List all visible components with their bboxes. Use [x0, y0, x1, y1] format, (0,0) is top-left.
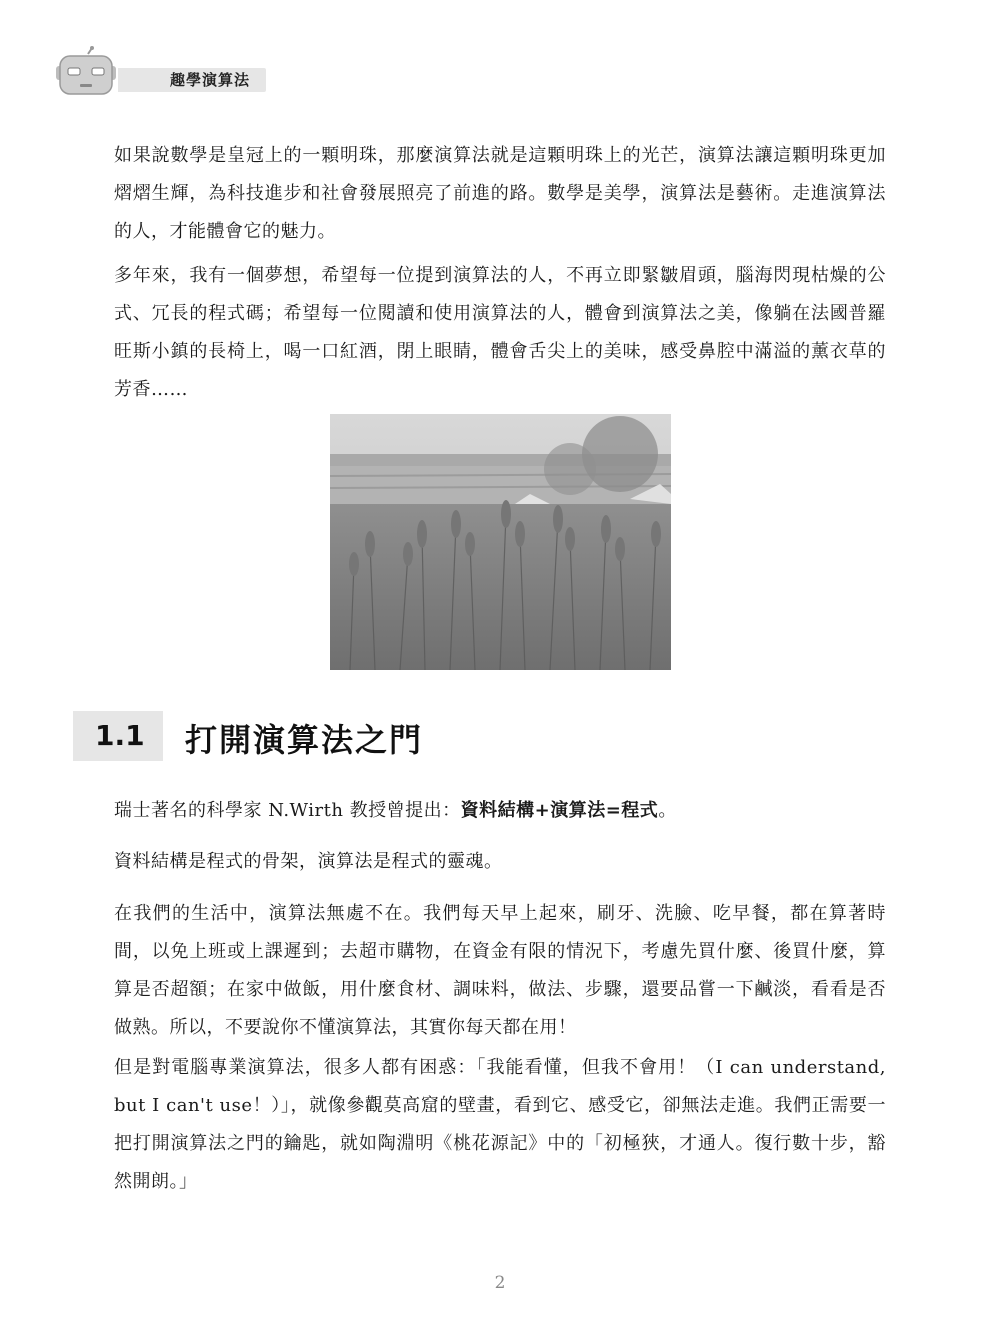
- running-header: [52, 46, 292, 102]
- body-paragraph-1: [114, 792, 886, 830]
- header-title-text: 趣學演算法: [170, 71, 251, 89]
- formula-emphasis: 資料結構+演算法=程式: [460, 800, 659, 821]
- lavender-field-photo: [330, 414, 671, 670]
- section-number: 1.1: [95, 719, 145, 752]
- body-paragraph-1-suffix: 。: [658, 800, 677, 821]
- header-title: [118, 68, 266, 92]
- body-paragraph-3: 在我們的生活中，演算法無處不在。我們每天早上起來，刷牙、洗臉、吃早餐，都在算著時間，以免上班或上課遲到；去超市購物，在資金有限的情況下，考慮先買什麼、後買什麼，算算是否超額；在家中做飯，用什麼食材、調味料，做法、步驟，還要品嘗一下鹹淡，看看是否做熟。所以，不要說你不懂演算法，其實你每天都在用！: [114, 903, 886, 1038]
- intro-paragraph-1: 如果說數學是皇冠上的一顆明珠，那麼演算法就是這顆明珠上的光芒，演算法讓這顆明珠更加熠熠生輝，為科技進步和社會發展照亮了前進的路。數學是美學，演算法是藝術。走進演算法的人，才能體會它的魅力。: [114, 145, 886, 242]
- robot-icon: [52, 46, 122, 102]
- body-paragraph-4: 但是對電腦專業演算法，很多人都有困惑：「我能看懂，但我不會用！（I can understand, but I can't use！）」，就像參觀莫高窟的壁畫，看到它、感受它，卻無法走進。我們正需要一把打開演算法之門的鑰匙，就如陶淵明《桃花源記》中的「初極狹，才通人。復行數十步，豁然開朗。」: [114, 1057, 886, 1192]
- intro-paragraph-2: 多年來，我有一個夢想，希望每一位提到演算法的人，不再立即緊皺眉頭，腦海閃現枯燥的公式、冗長的程式碼；希望每一位閱讀和使用演算法的人，體會到演算法之美，像躺在法國普羅旺斯小鎮的長椅上，喝一口紅酒，閉上眼睛，體會舌尖上的美味，感受鼻腔中滿溢的薰衣草的芳香……: [114, 265, 886, 400]
- body-paragraph-1-prefix: 瑞士著名的科學家 N.Wirth 教授曾提出：: [114, 800, 461, 821]
- body-paragraph-2: 資料結構是程式的骨架，演算法是程式的靈魂。: [114, 851, 503, 872]
- page-number: 2: [494, 1273, 506, 1293]
- section-heading: [73, 711, 893, 761]
- section-title: 打開演算法之門: [185, 721, 424, 759]
